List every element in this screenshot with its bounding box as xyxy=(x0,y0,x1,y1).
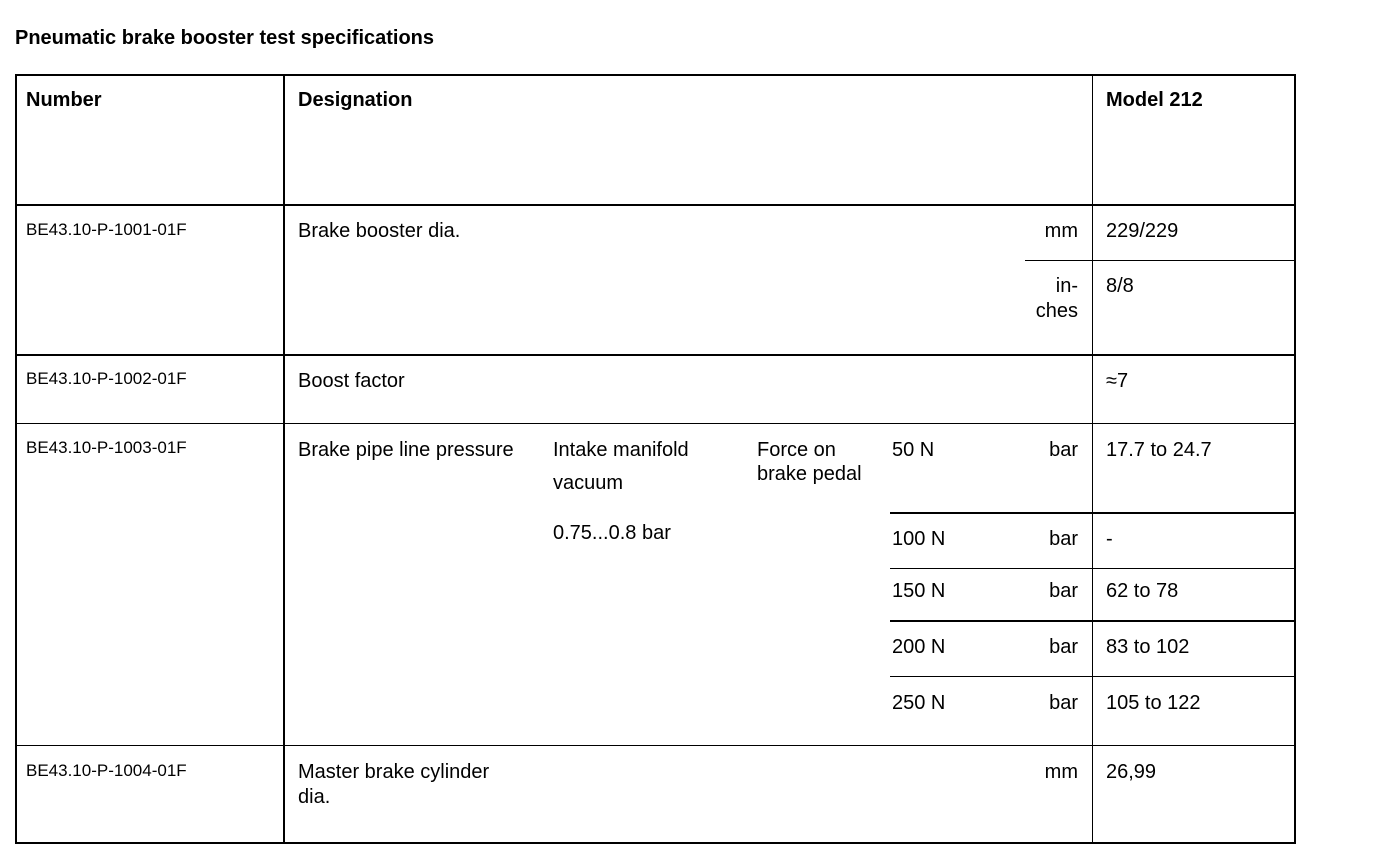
unit-label: bar xyxy=(1049,439,1078,461)
unit-label: bar xyxy=(1049,692,1078,714)
force-label: Force on xyxy=(757,439,836,461)
subrow-divider xyxy=(890,568,1295,569)
spec-value: 26,99 xyxy=(1106,761,1157,783)
force-value: 50 N xyxy=(892,439,935,461)
unit-label: bar xyxy=(1049,636,1078,658)
column-divider-number xyxy=(283,74,285,844)
unit-label: ches xyxy=(1035,300,1078,322)
row-designation: Master brake cylinder xyxy=(298,761,490,783)
column-divider-model xyxy=(1092,74,1093,844)
row-number: BE43.10-P-1002-01F xyxy=(26,369,187,388)
header-designation: Designation xyxy=(298,89,413,111)
subrow-divider xyxy=(890,620,1295,622)
table-border-left xyxy=(15,74,17,844)
spec-value: 229/229 xyxy=(1106,220,1179,242)
unit-label: bar xyxy=(1049,528,1078,550)
subrow-divider xyxy=(890,676,1295,677)
unit-label: in- xyxy=(1055,275,1078,297)
spec-value: 83 to 102 xyxy=(1106,636,1190,658)
row-divider xyxy=(15,204,1296,206)
unit-label: mm xyxy=(1044,220,1078,242)
spec-value: 105 to 122 xyxy=(1106,692,1201,714)
table-border-top xyxy=(15,74,1296,76)
spec-value: 62 to 78 xyxy=(1106,580,1179,602)
row-number: BE43.10-P-1003-01F xyxy=(26,438,187,457)
row-designation: Boost factor xyxy=(298,370,405,392)
row-number: BE43.10-P-1001-01F xyxy=(26,220,187,239)
row-divider xyxy=(15,354,1296,356)
subrow-divider xyxy=(1025,260,1295,261)
table-border-right xyxy=(1294,74,1296,844)
table-border-bottom xyxy=(15,842,1296,844)
force-label: brake pedal xyxy=(757,463,862,485)
row-designation: Brake pipe line pressure xyxy=(298,439,514,461)
subrow-divider xyxy=(890,512,1295,514)
force-value: 100 N xyxy=(892,528,946,550)
spec-value: ≈7 xyxy=(1106,370,1129,392)
unit-label: mm xyxy=(1044,761,1078,783)
condition-label: Intake manifold xyxy=(553,439,689,461)
force-value: 200 N xyxy=(892,636,946,658)
header-model: Model 212 xyxy=(1106,89,1203,111)
document-title: Pneumatic brake booster test specifications xyxy=(15,27,435,49)
spec-value: - xyxy=(1106,528,1113,550)
force-value: 150 N xyxy=(892,580,946,602)
row-divider xyxy=(15,745,1296,746)
unit-label: bar xyxy=(1049,580,1078,602)
condition-value: 0.75...0.8 bar xyxy=(553,522,671,544)
row-divider xyxy=(15,423,1296,424)
spec-value: 17.7 to 24.7 xyxy=(1106,439,1212,461)
spec-value: 8/8 xyxy=(1106,275,1134,297)
row-designation: Brake booster dia. xyxy=(298,220,461,242)
condition-label: vacuum xyxy=(553,472,624,494)
row-designation: dia. xyxy=(298,786,331,808)
force-value: 250 N xyxy=(892,692,946,714)
header-number: Number xyxy=(26,89,102,111)
row-number: BE43.10-P-1004-01F xyxy=(26,761,187,780)
